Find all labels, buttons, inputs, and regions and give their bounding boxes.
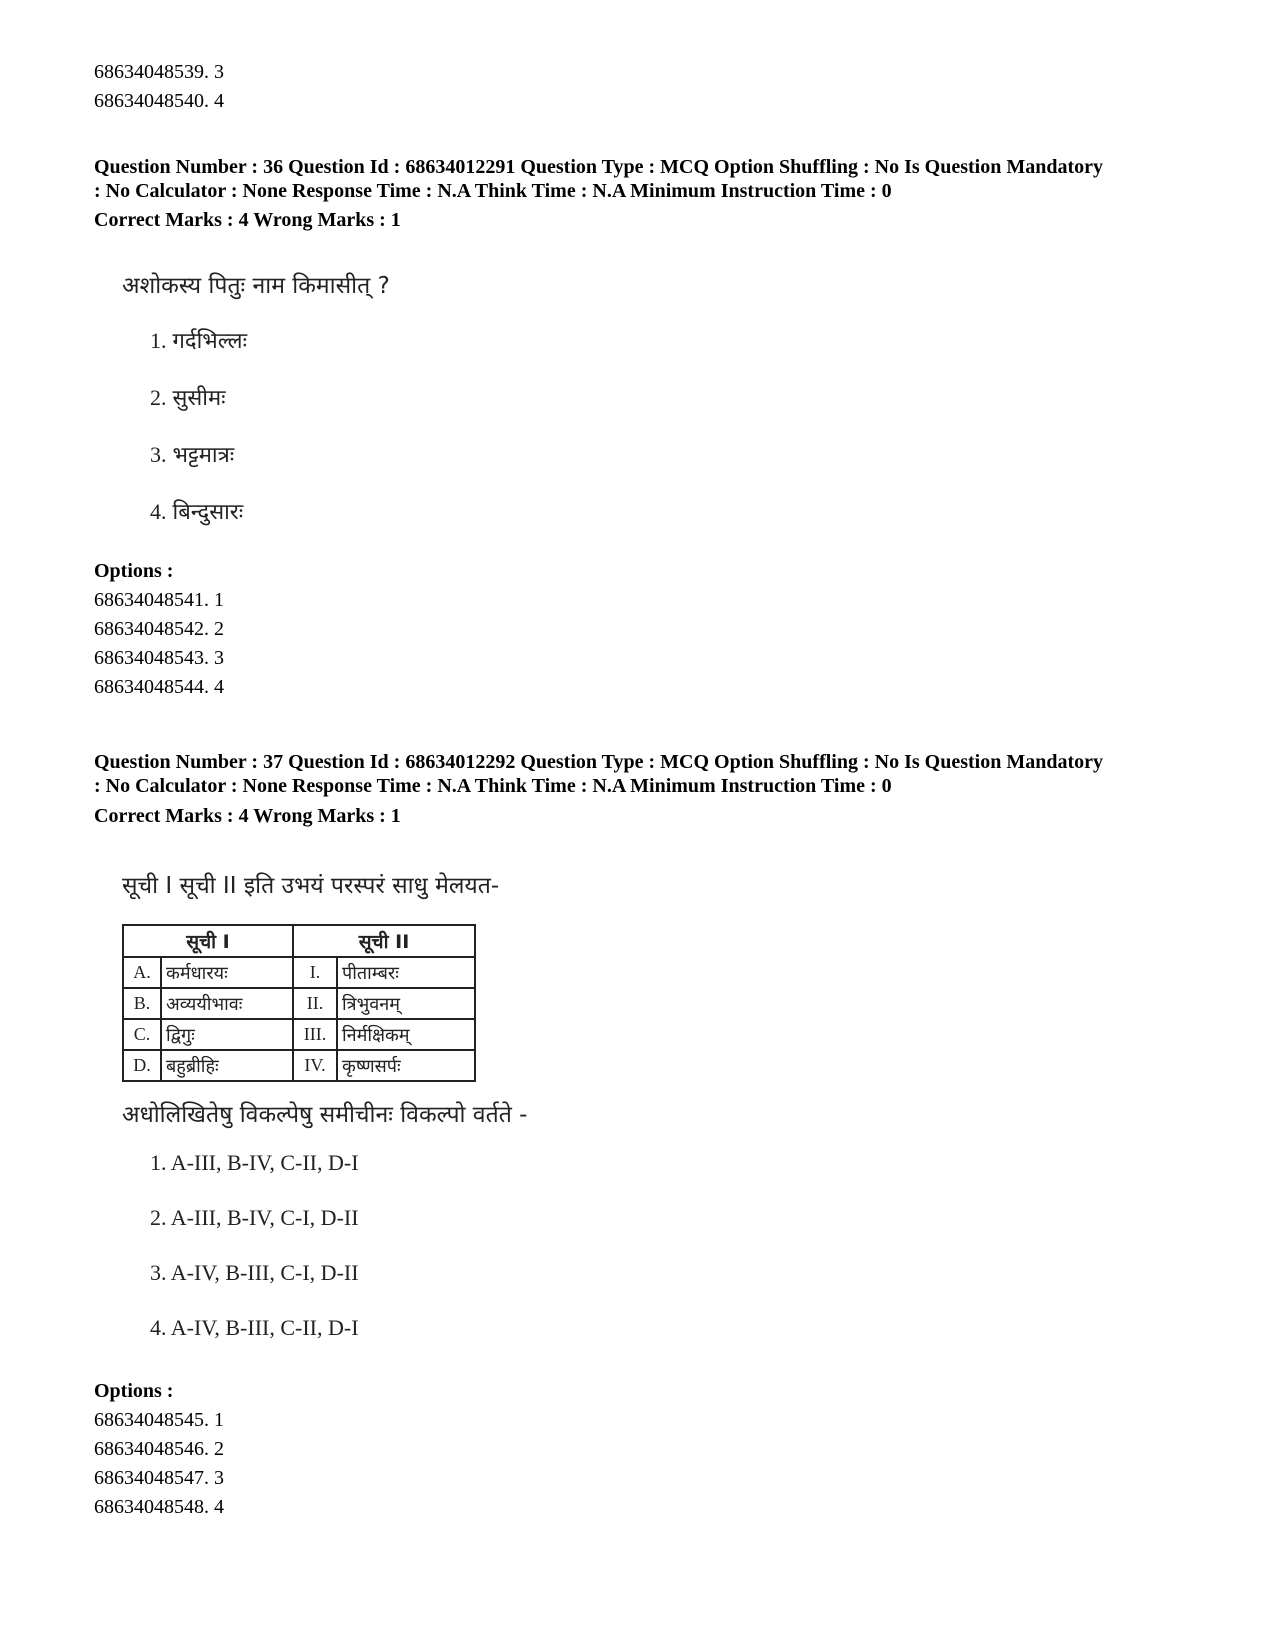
list1-value: बहुब्रीहिः [161,1050,293,1081]
list2-value: कृष्णसर्पः [337,1050,475,1081]
choice-2: 2. A-III, B-IV, C-I, D-II [150,1205,359,1230]
choice-text: बिन्दुसारः [172,500,244,525]
choice-text: गर्दभिल्लः [172,329,248,354]
option-id-2: 68634048546. 2 [94,1438,224,1460]
list2-key: I. [293,957,337,988]
option-id-4: 68634048548. 4 [94,1496,224,1518]
table-row [123,957,475,988]
option-id-4: 68634048544. 4 [94,676,224,698]
list2-value: निर्मक्षिकम् [337,1019,475,1050]
option-id-1: 68634048541. 1 [94,589,224,611]
list1-value: कर्मधारयः [161,957,293,988]
choice-4 [150,496,243,526]
choice-text: सुसीमः [172,386,226,411]
question-header [94,155,1204,203]
table-row [123,988,475,1019]
list1-value: अव्ययीभावः [161,988,293,1019]
table-header-list2: सूची II [293,925,475,957]
choice-number: 3. [150,442,167,467]
choice-3: 3. A-IV, B-III, C-I, D-II [150,1260,359,1285]
table-header-list1: सूची I [123,925,293,957]
list2-key: II. [293,988,337,1019]
question-header-line2: : No Calculator : None Response Time : N.A Think Time : N.A Minimum Instruction Time : 0 [94,180,892,202]
list1-key: A. [123,957,161,988]
choice-number: 4. [150,499,167,524]
list1-key: D. [123,1050,161,1081]
option-id-3: 68634048547. 3 [94,1467,224,1489]
table-row [123,1019,475,1050]
prev-option-4: 68634048540. 4 [94,90,224,112]
question-header-line1: Question Number : 36 Question Id : 68634012291 Question Type : MCQ Option Shuffling : No Is Question Mandatory [94,156,1103,178]
options-label: Options : [94,1380,174,1402]
question-header-line2: : No Calculator : None Response Time : N.A Think Time : N.A Minimum Instruction Time : 0 [94,775,892,797]
question-text: अशोकस्य पितुः नाम किमासीत् ? [122,273,390,299]
choice-number: 2. [150,385,167,410]
table-row [123,1050,475,1081]
question-text: सूची I सूची II इति उभयं परस्परं साधु मेलयत- [122,873,500,899]
choice-1 [150,325,247,355]
prev-option-3: 68634048539. 3 [94,61,224,83]
list1-key: B. [123,988,161,1019]
choice-2 [150,382,226,412]
match-table [122,924,476,1082]
list1-value: द्विगुः [161,1019,293,1050]
choice-1: 1. A-III, B-IV, C-II, D-I [150,1150,359,1175]
question-header-line1: Question Number : 37 Question Id : 68634012292 Question Type : MCQ Option Shuffling : No Is Question Mandatory [94,751,1103,773]
choice-number: 1. [150,328,167,353]
list2-key: IV. [293,1050,337,1081]
list1-key: C. [123,1019,161,1050]
list2-value: पीताम्बरः [337,957,475,988]
choice-text: भट्टमात्रः [172,443,235,468]
list2-value: त्रिभुवनम् [337,988,475,1019]
options-label: Options : [94,560,174,582]
question-header [94,750,1204,798]
question-marks: Correct Marks : 4 Wrong Marks : 1 [94,805,401,827]
list2-key: III. [293,1019,337,1050]
choice-4: 4. A-IV, B-III, C-II, D-I [150,1315,359,1340]
question-prompt: अधोलिखितेषु विकल्पेषु समीचीनः विकल्पो वर्तते - [122,1102,528,1128]
choice-3 [150,439,234,469]
question-marks: Correct Marks : 4 Wrong Marks : 1 [94,209,401,231]
option-id-1: 68634048545. 1 [94,1409,224,1431]
option-id-2: 68634048542. 2 [94,618,224,640]
option-id-3: 68634048543. 3 [94,647,224,669]
